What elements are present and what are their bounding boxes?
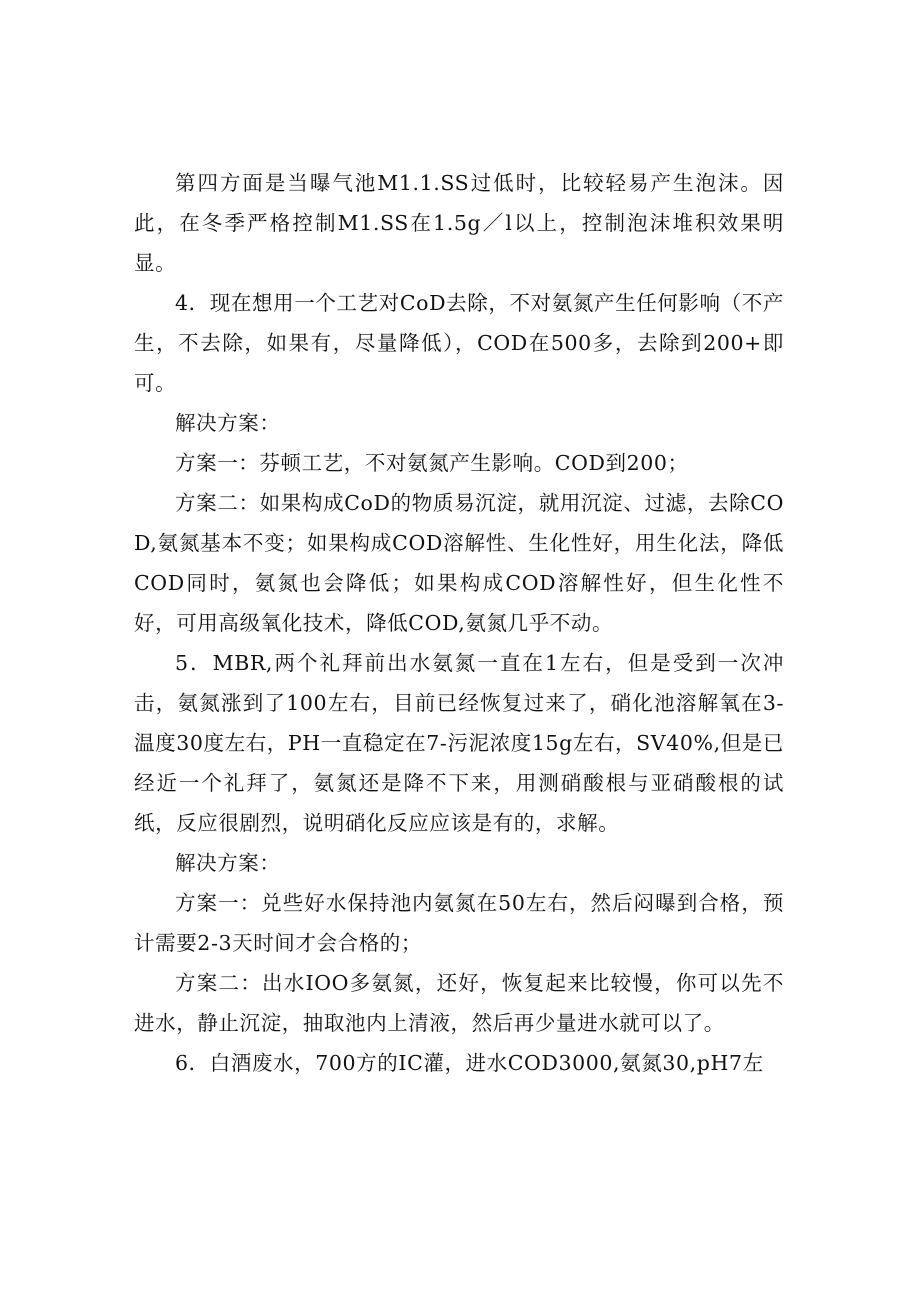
paragraph-plan-two-2: 方案二：出水IOO多氨氮，还好，恢复起来比较慢，你可以先不进水，静止沉淀，抽取池内上清液，然后再少量进水就可以了。 — [134, 971, 784, 1035]
paragraph-question-6: 6．白酒废水，700方的IC灌，进水COD3000,氨氮30,pH7左 — [175, 1051, 764, 1075]
paragraph-plan-one: 方案一：芬顿工艺，不对氨氮产生影响。COD到200； — [175, 451, 689, 475]
paragraph-question-5: 5．MBR,两个礼拜前出水氨氮一直在1左右，但是受到一次冲击，氨氮涨到了100左右，目前已经恢复过来了，硝化池溶解氧在3-温度30度左右，PH一直稳定在7-污泥浓度15g左右，SV40%,但是已经近一个礼拜了，氨氮还是降不下来，用测硝酸根与亚硝酸根的试纸，反应很剧烈，说明硝化反应应该是有的，求解。 — [134, 651, 784, 835]
document-body — [134, 163, 784, 1083]
paragraph-foam-control: 第四方面是当曝气池M1.1.SS过低时，比较轻易产生泡沫。因此，在冬季严格控制M1.SS在1.5g／l以上，控制泡沫堆积效果明显。 — [134, 171, 784, 275]
paragraph-question-4: 4．现在想用一个工艺对CoD去除，不对氨氮产生任何影响（不产生，不去除，如果有，尽量降低），COD在500多，去除到200+即可。 — [134, 291, 784, 395]
paragraph-plan-one-2: 方案一：兑些好水保持池内氨氮在50左右，然后闷曝到合格，预计需要2-3天时间才会合格的； — [134, 891, 784, 955]
paragraph-solution-heading: 解决方案： — [175, 411, 281, 435]
paragraph-plan-two: 方案二：如果构成CoD的物质易沉淀，就用沉淀、过滤，去除COD,氨氮基本不变；如果构成COD溶解性、生化性好，用生化法，降低COD同时，氨氮也会降低；如果构成COD溶解性好，但生化性不好，可用高级氧化技术，降低COD,氨氮几乎不动。 — [134, 491, 784, 635]
paragraph-solution-heading-2: 解决方案： — [175, 851, 281, 875]
